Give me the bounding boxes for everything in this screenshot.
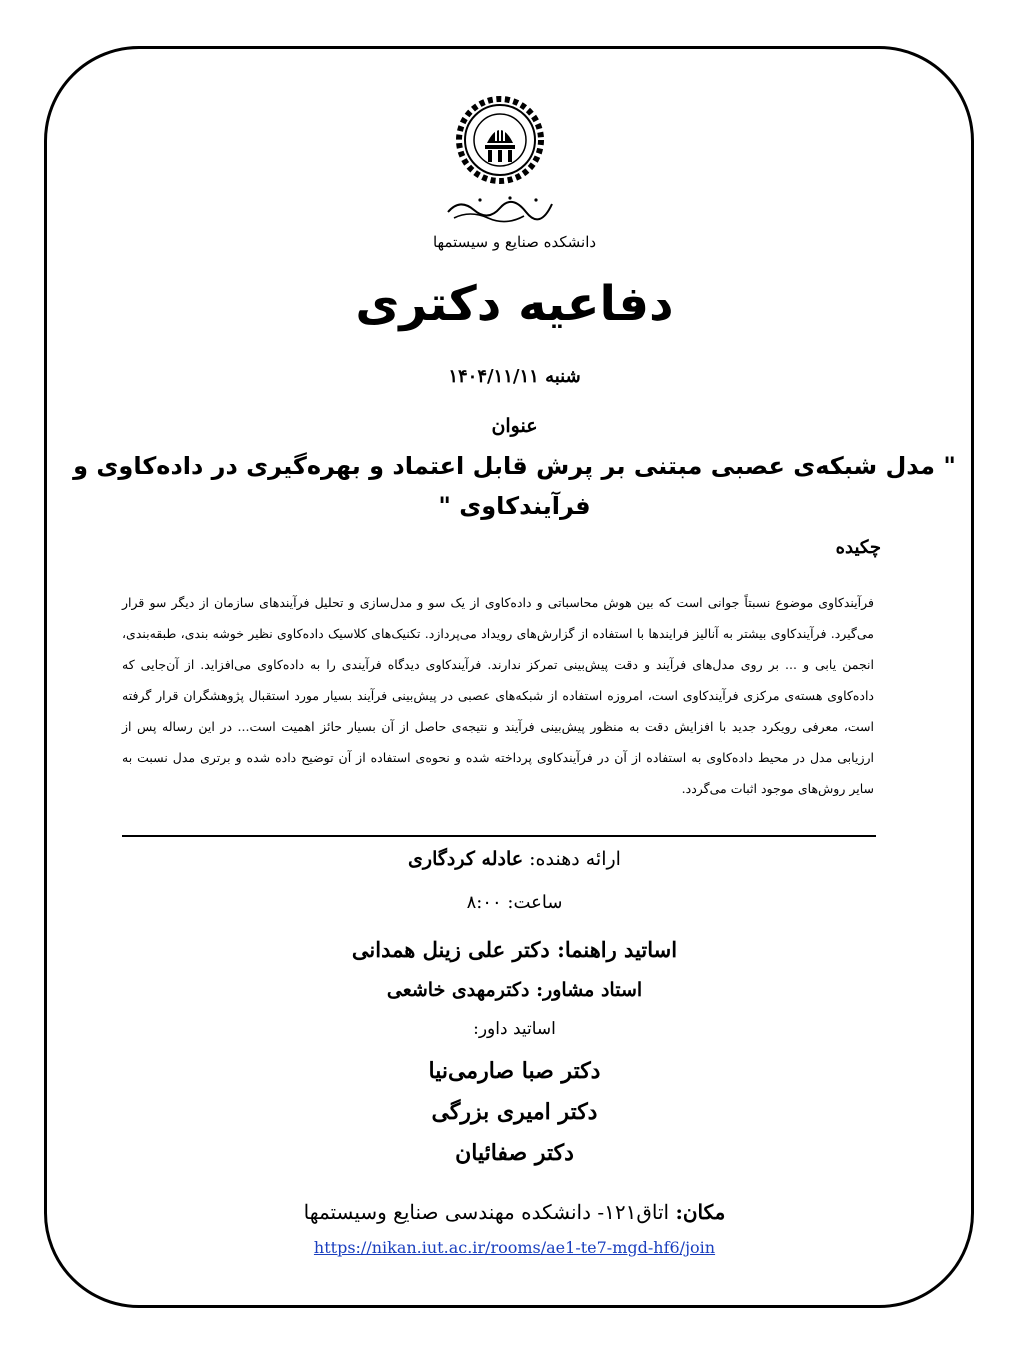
examiners-label: اساتید داور: <box>473 1019 556 1039</box>
supervisors-value: دکتر علی زینل همدانی <box>351 937 550 962</box>
examiner-1: دکتر صبا صارمی‌نیا <box>428 1058 601 1084</box>
location-value: اتاق۱۲۱- دانشکده مهندسی صنایع وسیستمها <box>303 1200 670 1224</box>
location-line <box>0 1200 1029 1224</box>
section-divider <box>122 835 876 837</box>
time-line <box>0 892 1029 913</box>
location-label: مکان: <box>675 1200 726 1224</box>
faculty-name: دانشکده صنایع و سیستمها <box>432 233 597 251</box>
presenter-name: عادله کردگاری <box>408 848 524 870</box>
thesis-title-line-1: " مدل شبکه‌ی عصبی مبتنی بر پرش قابل اعتماد و بهره‌گیری در داده‌کاوی و <box>73 452 956 480</box>
university-emblem-icon <box>455 95 545 185</box>
subject-label: عنوان <box>491 415 538 437</box>
university-name-script-logo <box>440 190 560 224</box>
page-title: دفاعیه دکتری <box>355 276 674 332</box>
advisor-value: دکترمهدی خاشعی <box>386 979 530 1001</box>
supervisors-label: اساتید راهنما: <box>557 937 678 962</box>
defense-date: شنبه ۱۴۰۴/۱۱/۱۱ <box>448 366 581 387</box>
advisor-line <box>0 979 1029 1001</box>
meeting-link[interactable]: https://nikan.iut.ac.ir/rooms/ae1-te7-mgd-hf6/join <box>313 1238 716 1257</box>
examiner-2: دکتر امیری بزرگی <box>431 1099 598 1125</box>
time-label: ساعت: <box>507 892 563 913</box>
advisor-label: استاد مشاور: <box>536 979 643 1001</box>
abstract-text: فرآیندکاوی موضوع نسبتاً جوانی است که بین هوش محاسباتی و داده‌کاوی از یک سو و مدل‌سازی و تحلیل فرآیندهای سازمان از دیگر سو قرار می‌گیرد. فرآیندکاوی بیشتر به آنالیز فرایندها با استفاده از گزارش‌های رویداد می‌پردازد. تکنیک‌های کلاسیک داده‌کاوی نظیر خوشه بندی، طبقه‌بندی، انجمن یابی و ... بر روی مدل‌های فرآیند و دقت پیش‌بینی تمرکز ندارند. فرآیندکاوی دیدگاه فرآیندی را به داده‌کاوی می‌افزاید. از آن‌جایی که داده‌کاوی هسته‌ی مرکزی فرآیندکاوی است، امروزه استفاده از شبکه‌های عصبی در پیش‌بینی فرآیند بسیار مورد استقبال پژوهشگران قرار گرفته است، معرفی رویکرد جدید با افزایش دقت به منظور پیش‌بینی فرآیند و نتیجه‌ی حاصل از آن بسیار حائز اهمیت است... در این رساله پس از ارزیابی مدل در محیط داده‌کاوی به استفاده از آن در فرآیندکاوی پرداخته شده و نحوه‌ی استفاده از آن توضیح داده شده و برتری مدل نسبت به سایر روش‌های موجود اثبات می‌گردد. <box>122 595 874 796</box>
abstract-label: چکیده <box>835 537 881 558</box>
thesis-title <box>0 446 1029 526</box>
examiner-3: دکتر صفائیان <box>455 1140 574 1166</box>
presenter-label: ارائه دهنده: <box>529 848 621 870</box>
time-value: ۸:۰۰ <box>466 892 502 913</box>
supervisors-line <box>0 937 1029 962</box>
thesis-title-line-2: فرآیندکاوی " <box>438 492 591 520</box>
presenter-line <box>0 848 1029 870</box>
